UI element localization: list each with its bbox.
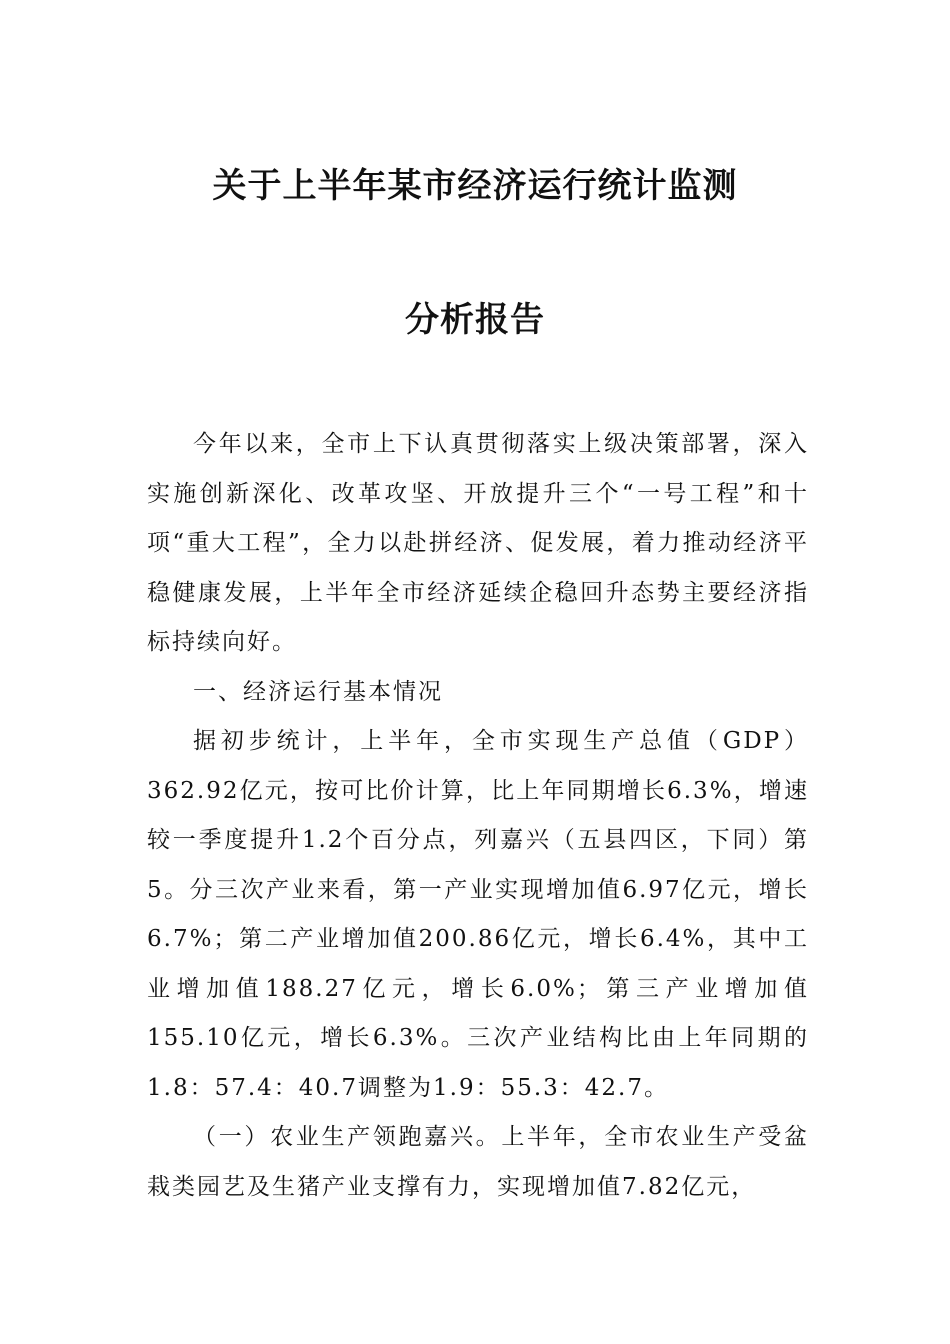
document-title-line-1: 关于上半年某市经济运行统计监测 (212, 166, 738, 206)
paragraph-gdp: 据初步统计，上半年，全市实现生产总值（GDP）362.92亿元，按可比价计算，比上年同期增长6.3%，增速较一季度提升1.2个百分点，列嘉兴（五县四区，下同）第5。分三次产业来看，第一产业实现增加值6.97亿元，增长6.7%；第二产业增加值200.86亿元，增长6.4%，其中工业增加值188.27亿元，增长6.0%；第三产业增加值155.10亿元，增长6.3%。三次产业结构比由上年同期的1.8：57.4：40.7调整为1.9：55.3：42.7。 (147, 728, 809, 1101)
section-heading: 一、经济运行基本情况 (193, 678, 443, 705)
paragraph-intro: 今年以来，全市上下认真贯彻落实上级决策部署，深入实施创新深化、改革攻坚、开放提升三个“一号工程”和十项“重大工程”，全力以赴拼经济、促发展，着力推动经济平稳健康发展，上半年全市经济延续企稳回升态势主要经济指标持续向好。 (147, 431, 809, 655)
document-title-line-2: 分析报告 (405, 300, 545, 340)
paragraph-agriculture: （一）农业生产领跑嘉兴。上半年，全市农业生产受盆栽类园艺及生猪产业支撑有力，实现增加值7.82亿元， (147, 1124, 809, 1200)
document-body (147, 420, 809, 1212)
